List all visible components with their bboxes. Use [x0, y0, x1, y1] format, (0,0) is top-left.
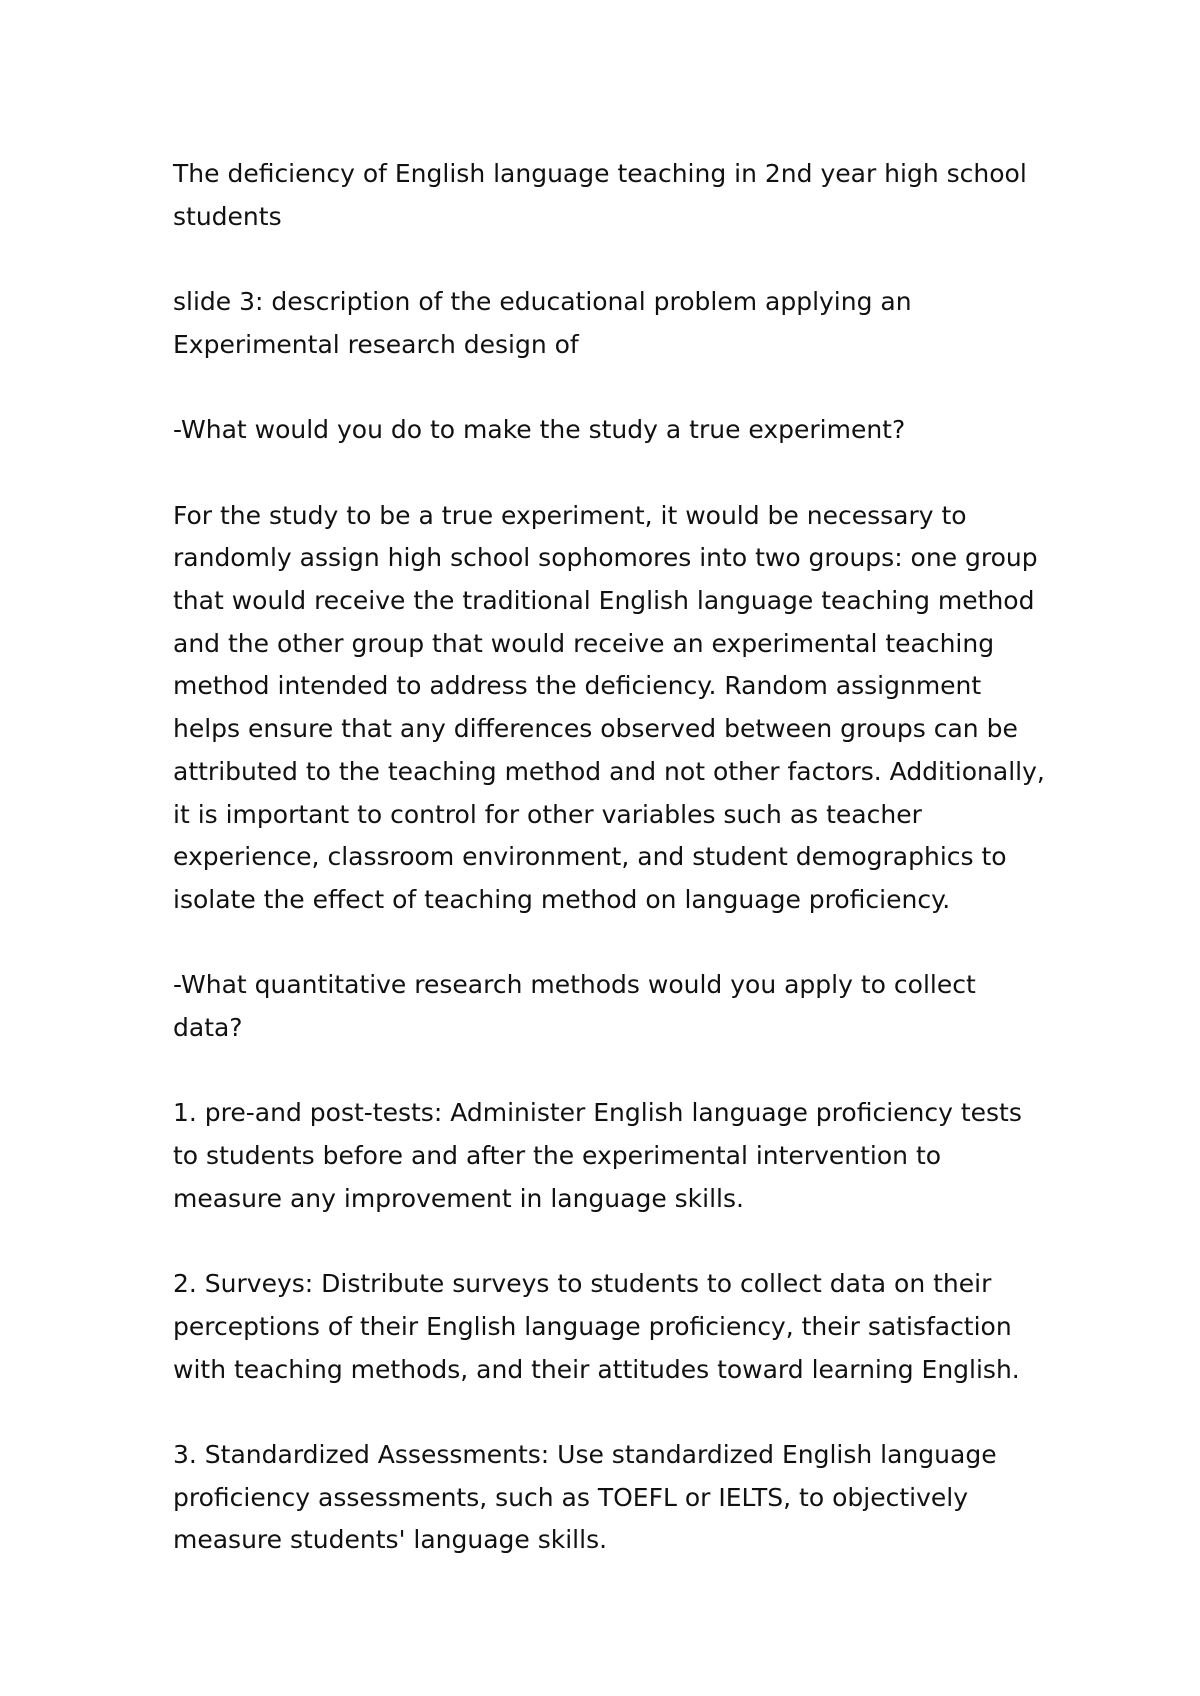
- method-pre-post-tests: 1. pre-and post-tests: Administer English language proficiency tests to students before and after the experimental intervention to measure any improvement in language skills.: [173, 1098, 1022, 1213]
- answer-true-experiment: For the study to be a true experiment, it would be necessary to randomly assign high school sophomores into two groups: one group that would receive the traditional English language teaching method and the other group that would receive an experimental teaching method intended to address the deficiency. Random assignment helps ensure that any differences observed between groups can be attributed to the teaching method and not other factors. Additionally, it is important to control for other variables such as teacher experience, classroom environment, and student demographics to isolate the effect of teaching method on language proficiency.: [173, 500, 1045, 914]
- question-quantitative-methods: -What quantitative research methods would you apply to collect data?: [173, 970, 976, 1042]
- method-surveys: 2. Surveys: Distribute surveys to students to collect data on their perceptions of their English language proficiency, their satisfaction with teaching methods, and their attitudes toward learning English.: [173, 1269, 1020, 1384]
- document-body: [173, 153, 1053, 1562]
- question-true-experiment: -What would you do to make the study a true experiment?: [173, 415, 906, 445]
- slide-heading: slide 3: description of the educational problem applying an Experimental research design of: [173, 287, 912, 359]
- method-standardized-assessments: 3. Standardized Assessments: Use standardized English language proficiency assessments, such as TOEFL or IELTS, to objectively measure students' language skills.: [173, 1439, 997, 1555]
- document-title: The deficiency of English language teaching in 2nd year high school students: [173, 159, 1027, 231]
